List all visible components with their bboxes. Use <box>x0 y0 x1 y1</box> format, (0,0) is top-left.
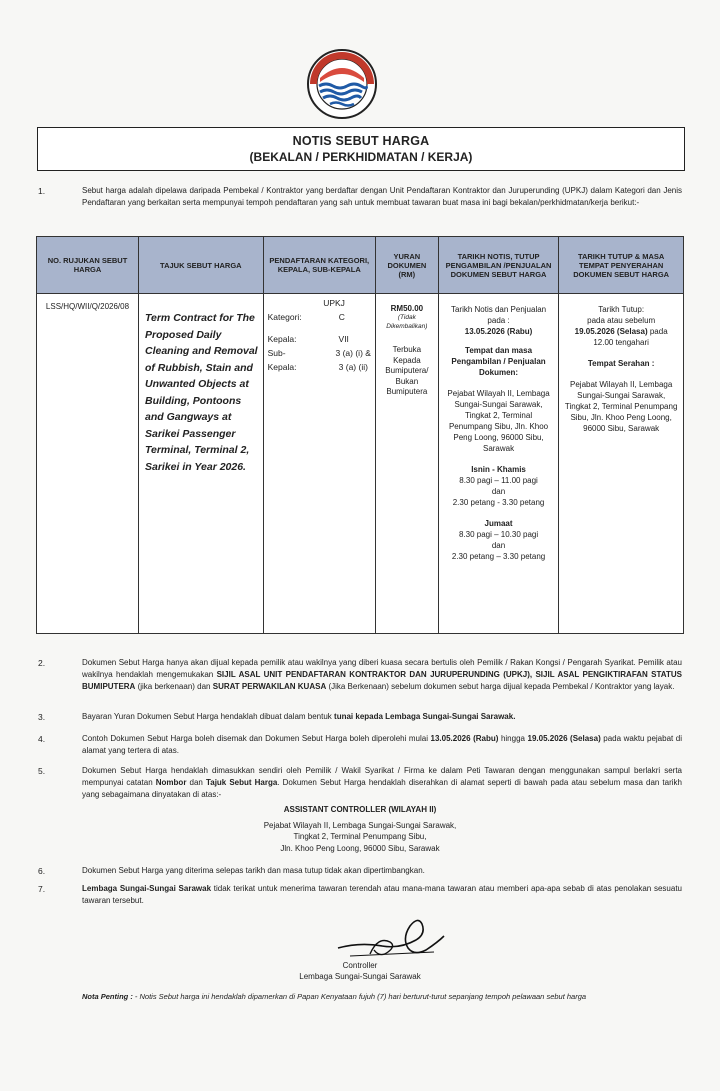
notice-place-heading: Tempat dan masa Pengambilan / Penjualan Dokumen: <box>451 346 546 377</box>
header-fee: YURAN DOKUMEN (RM) <box>375 237 438 294</box>
important-note <box>82 992 682 1001</box>
fee-amount: RM50.00 <box>390 304 424 313</box>
item2-part: Dokumen Sebut Harga hanya akan dijual kepada pemilik atau wakilnya yang diberi kuasa secara bertulis oleh Pemilik / Rakan Kongsi / Pengarah Syarikat. Pemilik atau wakilnya hendaklah mengemukakan <box>82 658 682 679</box>
submission-heading: Tempat Serahan : <box>587 359 655 368</box>
cell-registration <box>263 294 375 634</box>
cell-closing <box>559 294 684 634</box>
item3-text <box>82 711 682 723</box>
kategori-value: C <box>338 312 345 322</box>
header-title: TAJUK SEBUT HARGA <box>138 237 263 294</box>
item-number: 3. <box>38 712 46 722</box>
item3-bold: tunai kepada Lembaga Sungai-Sungai Sarawak. <box>334 712 516 721</box>
signature-image <box>330 912 450 962</box>
item2-text <box>82 657 682 693</box>
cell-notice <box>438 294 559 634</box>
notice-date: 13.05.2026 (Rabu) <box>464 327 533 336</box>
friday-and: dan <box>491 541 506 550</box>
item4-text <box>82 733 682 757</box>
item5-part: . Dokumen Sebut Harga hendaklah diserahkan di alamat seperti di bawah pada atau sebelum masa dan tarikh yang sebagaimana dinyatakan di atas:- <box>82 778 682 799</box>
item5-bold: Nombor <box>155 778 187 787</box>
item-number: 2. <box>38 658 46 668</box>
item5-text <box>82 765 682 801</box>
closing-line3: pada <box>649 327 668 336</box>
notice-address: Pejabat Wilayah II, Lembaga Sungai-Sungai Sarawak, Tingkat 2, Terminal Penumpang Sibu, Jln. Khoo Peng Loong, 96000 Sibu, Sarawak <box>447 389 550 453</box>
kepala-row <box>268 334 371 344</box>
weekday-time-am: 8.30 pagi – 11.00 pagi <box>459 476 538 485</box>
item-number: 7. <box>38 884 46 894</box>
closing-line2: pada atau sebelum <box>587 316 656 325</box>
note-text: - Notis Sebut harga ini hendaklah dipamerkan di Papan Kenyataan fujuh (7) hari berturut-turut sepanjang tempoh pelawaan sebut harga <box>132 992 587 1001</box>
item-number: 4. <box>38 734 46 744</box>
item7-part: tidak terikat untuk menerima tawaran terendah atau mana-mana tawaran atau memberi apa-apa sebab di atas penolakan sesuatu tawaran tersebut. <box>82 884 682 905</box>
address-line: Tingkat 2, Terminal Penumpang Sibu, <box>293 832 427 841</box>
item4-bold: 13.05.2026 (Rabu) <box>430 734 499 743</box>
item5-part: Dokumen Sebut Harga hendaklah dimasukkan sendiri oleh Pemilik / Wakil Syarikat / Firma ke dalam Peti Tawaran dengan menggunakan sampul berlakri serta mempunyai catatan <box>82 766 682 787</box>
item-number: 6. <box>38 866 46 876</box>
weekday-time-pm: 2.30 petang - 3.30 petang <box>452 498 545 507</box>
kategori-label: Kategori: <box>267 312 302 322</box>
fee-note: (Tidak Dikembalikan) <box>386 314 428 330</box>
subkepala-value: 3 (a) (ii) <box>338 362 368 372</box>
kepala-value: VII <box>338 334 349 344</box>
quotation-table <box>36 236 684 634</box>
subkepala-label: Kepala: <box>267 362 297 372</box>
signoff-org: Lembaga Sungai-Sungai Sarawak <box>299 972 421 981</box>
item6-text: Dokumen Sebut Harga yang diterima selepas tarikh dan masa tutup tidak akan dipertimbangkan. <box>82 866 425 875</box>
kategori-row <box>268 312 371 322</box>
table-header-row <box>37 237 684 294</box>
friday-label: Jumaat <box>484 519 513 528</box>
friday-time-am: 8.30 pagi – 10.30 pagi <box>458 530 539 539</box>
lssb-logo-icon <box>306 48 378 120</box>
sub-label: Sub- <box>267 348 286 358</box>
item2-part: (Jika Berkenaan) sebelum dokumen sebut harga dijual kepada Pembekal / Kontraktor yang layak. <box>326 682 675 691</box>
header-closing-date: TARIKH TUTUP & MASA TEMPAT PENYERAHAN DOKUMEN SEBUT HARGA <box>559 237 684 294</box>
item5-part: dan <box>186 778 206 787</box>
notice-subtitle: (BEKALAN / PERKHIDMATAN / KERJA) <box>249 150 473 164</box>
item-number: 5. <box>38 766 46 776</box>
weekday-label: Isnin - Khamis <box>471 465 526 474</box>
header-registration: PENDAFTARAN KATEGORI, KEPALA, SUB-KEPALA <box>263 237 375 294</box>
cell-ref: LSS/HQ/WII/Q/2026/08 <box>37 294 139 634</box>
item-number: 1. <box>38 186 46 196</box>
address-line: Pejabat Wilayah II, Lembaga Sungai-Sungai Sarawak, <box>263 820 457 830</box>
title-box <box>37 127 685 171</box>
closing-line1: Tarikh Tutup: <box>598 305 645 314</box>
item2-bold: SIJIL ASAL UNIT PENDAFTARAN KONTRAKTOR DAN JURUPERUNDING (UPKJ), SIJIL ASAL PENGIKTIRAFAN STATUS BUMIPUTERA <box>82 670 682 691</box>
closing-time: 12.00 tengahari <box>593 338 649 347</box>
address-heading: ASSISTANT CONTROLLER (WILAYAH II) <box>283 805 437 814</box>
kepala-label: Kepala: <box>267 334 297 344</box>
address-line: Jln. Khoo Peng Loong, 96000 Sibu, Sarawak <box>280 843 440 853</box>
sub-value: 3 (a) (i) & <box>335 348 371 358</box>
note-label: Nota Penting : <box>82 992 133 1001</box>
signoff-block <box>260 960 460 982</box>
cell-title: Term Contract for The Proposed Daily Cleaning and Removal of Rubbish, Stain and Unwanted Objects at Building, Pontoons and Gangways at Sarikei Passenger Terminal, Terminal 2, Sarikei in Year 2026. <box>138 294 263 634</box>
submission-address-block <box>200 804 520 854</box>
table-row <box>37 294 684 634</box>
weekday-and: dan <box>491 487 506 496</box>
item1-text: Sebut harga adalah dipelawa daripada Pembekal / Kontraktor yang berdaftar dengan Unit Pendaftaran Kontraktor dan Juruperunding (UPKJ) dalam Kategori dan Jenis Pendaftaran yang berkaitan serta mempunyai tempoh pendaftaran yang sah untuk membuat tawaran buat masa ini bagi bekalan/perkhidmatan/kerja berikut:- <box>82 186 682 207</box>
item4-part: Contoh Dokumen Sebut Harga boleh disemak dan Dokumen Sebut Harga boleh diperolehi mulai <box>82 734 431 743</box>
submission-address: Pejabat Wilayah II, Lembaga Sungai-Sungai Sarawak, Tingkat 2, Terminal Penumpang Sibu, Jln. Khoo Peng Loong, 96000 Sibu, Sarawak <box>564 380 678 433</box>
upkj-label: UPKJ <box>323 298 345 308</box>
friday-time-pm: 2.30 petang – 3.30 petang <box>451 552 546 561</box>
item4-part: hingga <box>498 734 528 743</box>
item7-bold: Lembaga Sungai-Sungai Sarawak <box>82 884 212 893</box>
sub-row <box>268 348 371 358</box>
notice-title: NOTIS SEBUT HARGA <box>292 134 430 148</box>
notice-line1: Tarikh Notis dan Penjualan pada : <box>450 305 547 325</box>
subkepala-row <box>268 362 371 372</box>
item4-bold: 19.05.2026 (Selasa) <box>527 734 601 743</box>
item4-part: pada waktu pejabat di alamat yang tertera di atas. <box>82 734 683 755</box>
closing-date: 19.05.2026 (Selasa) <box>574 327 648 336</box>
item2-bold: SURAT PERWAKILAN KUASA <box>212 682 327 691</box>
header-ref: NO. RUJUKAN SEBUT HARGA <box>37 237 139 294</box>
header-notice-date: TARIKH NOTIS, TUTUP PENGAMBILAN /PENJUALAN DOKUMEN SEBUT HARGA <box>438 237 559 294</box>
item3-part: Bayaran Yuran Dokumen Sebut Harga hendaklah dibuat dalam bentuk <box>82 712 335 721</box>
signoff-title: Controller <box>342 961 378 970</box>
item5-bold: Tajuk Sebut Harga <box>205 778 278 787</box>
cell-fee <box>375 294 438 634</box>
item2-part: (jika berkenaan) dan <box>135 682 213 691</box>
fee-terms: Terbuka Kepada Bumiputera/ Bukan Bumiputera <box>385 345 429 396</box>
item7-text <box>82 883 682 907</box>
